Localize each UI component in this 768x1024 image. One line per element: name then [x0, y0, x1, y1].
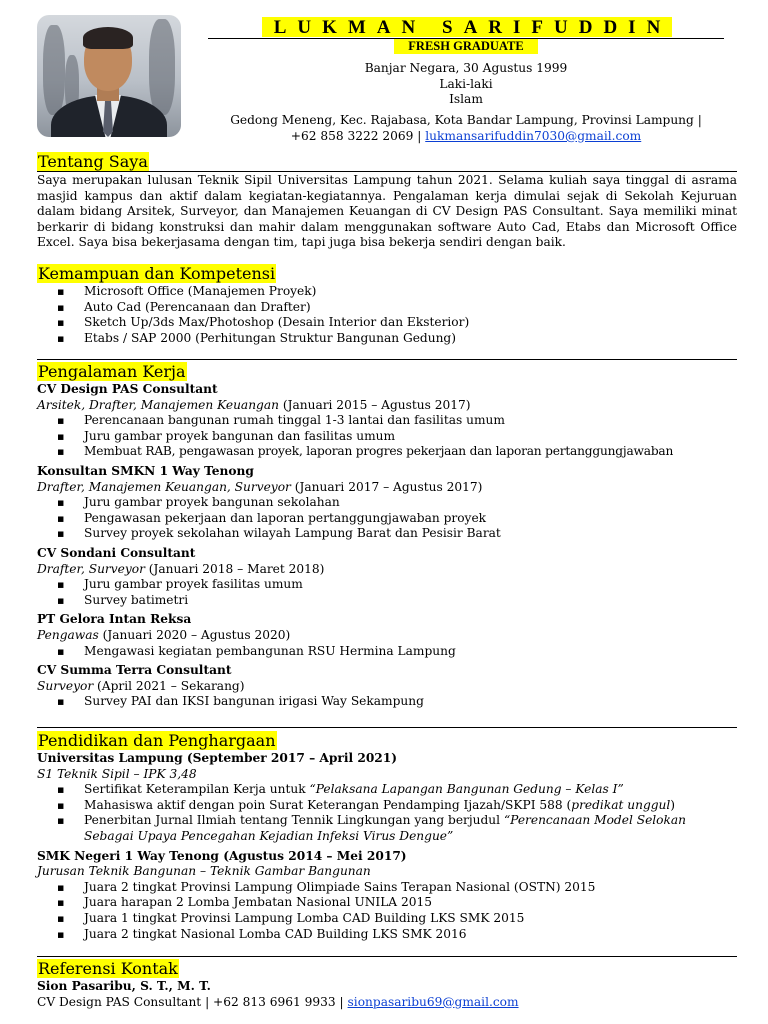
profile-photo — [37, 15, 181, 137]
job-org: CV Sondani Consultant — [37, 545, 196, 560]
reference-org: CV Design PAS Consultant | — [37, 994, 210, 1009]
list-item: ▪ Auto Cad (Perencanaan dan Drafter) — [37, 300, 737, 316]
list-item: ▪ Pengawasan pekerjaan dan laporan pertanggungjawaban proyek — [37, 511, 737, 527]
gender-info: Laki-laki — [439, 77, 493, 91]
address: Gedong Meneng, Kec. Rajabasa, Kota Bandar Lampung, Provinsi Lampung | — [230, 113, 702, 127]
about-text: Saya merupakan lulusan Teknik Sipil Universitas Lampung tahun 2021. Selama kuliah saya tinggal di asrama masjid kampus dan aktif dalam kegiatan-kegiatannya. Pengalaman kerja dimulai sejak di Sekolah Kejuruan dalam bidang Arsitek, Surveyor, dan Manajemen Keuangan di CV Design PAS Consultant. Saya memiliki minat berkarir di bidang konstruksi dan mahir dalam menggunakan software Auto Cad, Etabs dan Microsoft Office Excel. Saya bisa bekerjasama dengan tim, tapi juga bisa bekerja sendiri dengan baik. — [37, 173, 737, 250]
experience-title: Pengalaman Kerja — [38, 362, 186, 381]
role-label: FRESH GRADUATE — [394, 39, 538, 54]
email-link[interactable]: lukmansarifuddin7030@gmail.com — [425, 128, 642, 143]
list-item: ▪ Juru gambar proyek bangunan sekolahan — [37, 495, 737, 511]
about-section — [37, 152, 737, 251]
list-item: ▪ Survey PAI dan IKSI bangunan irigasi Way Sekampung — [37, 694, 737, 710]
list-item: ▪ Etabs / SAP 2000 (Perhitungan Struktur Bangunan Gedung) — [37, 331, 737, 347]
job-org: CV Design PAS Consultant — [37, 382, 218, 396]
list-item: ▪ Juara 1 tingkat Provinsi Lampung Lomba CAD Building LKS SMK 2015 — [37, 911, 737, 927]
reference-title: Referensi Kontak — [38, 959, 178, 978]
reference-contact — [37, 995, 737, 1011]
school-org: Universitas Lampung (September 2017 – April 2021) — [37, 751, 398, 765]
job-position: Pengawas (Januari 2020 – Agustus 2020) — [37, 627, 291, 642]
contact-block — [208, 113, 724, 144]
phone-email-line — [208, 129, 724, 145]
job-position: Arsitek, Drafter, Manajemen Keuangan (Januari 2015 – Agustus 2017) — [37, 397, 471, 412]
job-position: Drafter, Surveyor (Januari 2018 – Maret 2018) — [37, 561, 325, 576]
list-item: ▪ Microsoft Office (Manajemen Proyek) — [37, 284, 737, 300]
job-org: Konsultan SMKN 1 Way Tenong — [37, 463, 254, 478]
birth-info: Banjar Negara, 30 Agustus 1999 — [364, 61, 568, 75]
divider — [37, 727, 737, 728]
list-item: ▪ Juru gambar proyek fasilitas umum — [37, 577, 737, 593]
list-item: ▪ Sertifikat Keterampilan Kerja untuk “Pelaksana Lapangan Bangunan Gedung – Kelas I” — [37, 782, 737, 798]
job-org: CV Summa Terra Consultant — [37, 663, 232, 678]
list-item: ▪ Mengawasi kegiatan pembangunan RSU Hermina Lampung — [37, 644, 737, 660]
full-name: LUKMAN SARIFUDDIN — [273, 17, 672, 38]
religion-info: Islam — [449, 92, 483, 106]
school-detail: S1 Teknik Sipil – IPK 3,48 — [37, 766, 197, 781]
reference-email-link[interactable]: sionpasaribu69@gmail.com — [347, 994, 519, 1009]
list-item: ▪ Sketch Up/3ds Max/Photoshop (Desain Interior dan Eksterior) — [37, 315, 737, 331]
name-header — [208, 17, 724, 39]
reference-section — [37, 959, 737, 1010]
list-item: ▪ Juara harapan 2 Lomba Jembatan Nasional UNILA 2015 — [37, 895, 737, 911]
list-item: ▪ Penerbitan Jurnal Ilmiah tentang Tennik Lingkungan yang berjudul “Perencanaan Model Selokan Sebagai Upaya Pencegahan Kejadian Infeksi Virus Dengue” — [37, 813, 737, 844]
divider — [37, 359, 737, 360]
divider — [37, 956, 737, 957]
reference-name: Sion Pasaribu, S. T., M. T. — [37, 979, 211, 993]
school-detail: Jurusan Teknik Bangunan – Teknik Gambar Bangunan — [37, 864, 371, 879]
job-org: PT Gelora Intan Reksa — [37, 612, 192, 627]
skills-section — [37, 264, 737, 346]
reference-phone: +62 813 6961 9933 | — [213, 994, 344, 1009]
list-item: ▪ Survey proyek sekolahan wilayah Lampung Barat dan Pesisir Barat — [37, 526, 737, 542]
about-title: Tentang Saya — [38, 152, 148, 171]
list-item: ▪ Juara 2 tingkat Provinsi Lampung Olimpiade Sains Terapan Nasional (OSTN) 2015 — [37, 880, 737, 896]
school-org: SMK Negeri 1 Way Tenong (Agustus 2014 – Mei 2017) — [37, 848, 407, 863]
list-item: ▪ Mahasiswa aktif dengan poin Surat Keterangan Pendamping Ijazah/SKPI 588 (predikat unggul) — [37, 798, 737, 814]
skills-title: Kemampuan dan Kompetensi — [38, 264, 276, 283]
education-title: Pendidikan dan Penghargaan — [38, 731, 276, 750]
job-position: Drafter, Manajemen Keuangan, Surveyor (Januari 2017 – Agustus 2017) — [37, 479, 483, 494]
list-item: ▪ Survey batimetri — [37, 593, 737, 609]
list-item: ▪ Juru gambar proyek bangunan dan fasilitas umum — [37, 429, 737, 445]
experience-section — [37, 362, 737, 710]
job-position: Surveyor (April 2021 – Sekarang) — [37, 678, 245, 693]
list-item: ▪ Perencanaan bangunan rumah tinggal 1-3 lantai dan fasilitas umum — [37, 413, 737, 429]
list-item: ▪ Membuat RAB, pengawasan proyek, laporan progres pekerjaan dan laporan pertanggungjawaban — [37, 444, 737, 460]
phone: +62 858 3222 2069 | — [290, 128, 422, 143]
list-item: ▪ Juara 2 tingkat Nasional Lomba CAD Building LKS SMK 2016 — [37, 927, 737, 943]
education-section — [37, 731, 737, 942]
